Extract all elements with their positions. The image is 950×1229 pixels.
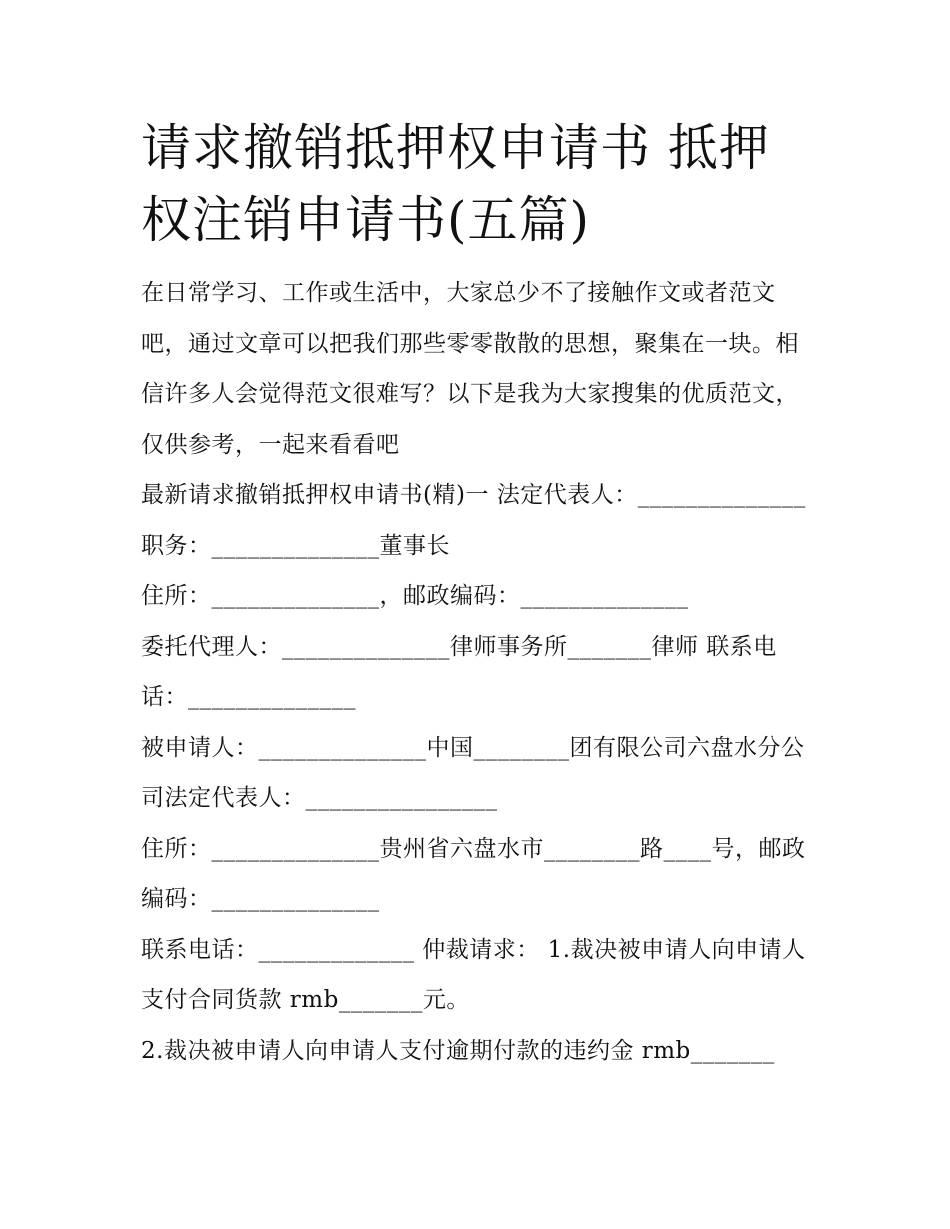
address-line: 住所：______________，邮政编码：______________ bbox=[141, 583, 689, 609]
contact-claim-line: 联系电话：_____________ 仲裁请求： 1.裁决被申请人向申请人支付合同货款 rmb_______元。 bbox=[141, 936, 806, 1013]
legal-representative-line: 最新请求撤销抵押权申请书(精)一 法定代表人：______________职务：______________董事长 bbox=[141, 482, 806, 559]
respondent-line: 被申请人：______________中国________团有限公司六盘水分公司法定代表人：________________ bbox=[141, 734, 805, 811]
intro-paragraph: 在日常学习、工作或生活中，大家总少不了接触作文或者范文吧，通过文章可以把我们那些零零散散的思想，聚集在一块。相信许多人会觉得范文很难写？以下是我为大家搜集的优质范文，仅供参考，一起来看看吧 bbox=[141, 280, 799, 458]
document-page bbox=[141, 112, 813, 1076]
agent-line: 委托代理人：______________律师事务所_______律师 联系电话：______________ bbox=[141, 633, 777, 710]
document-body bbox=[141, 268, 813, 1076]
document-title: 请求撤销抵押权申请书 抵押权注销申请书(五篇) bbox=[141, 119, 770, 249]
respondent-address-line: 住所：______________贵州省六盘水市________路____号，邮政编码：______________ bbox=[141, 835, 806, 912]
claim-item-2: 2.裁决被申请人向申请人支付逾期付款的违约金 rmb_______ bbox=[141, 1037, 775, 1064]
